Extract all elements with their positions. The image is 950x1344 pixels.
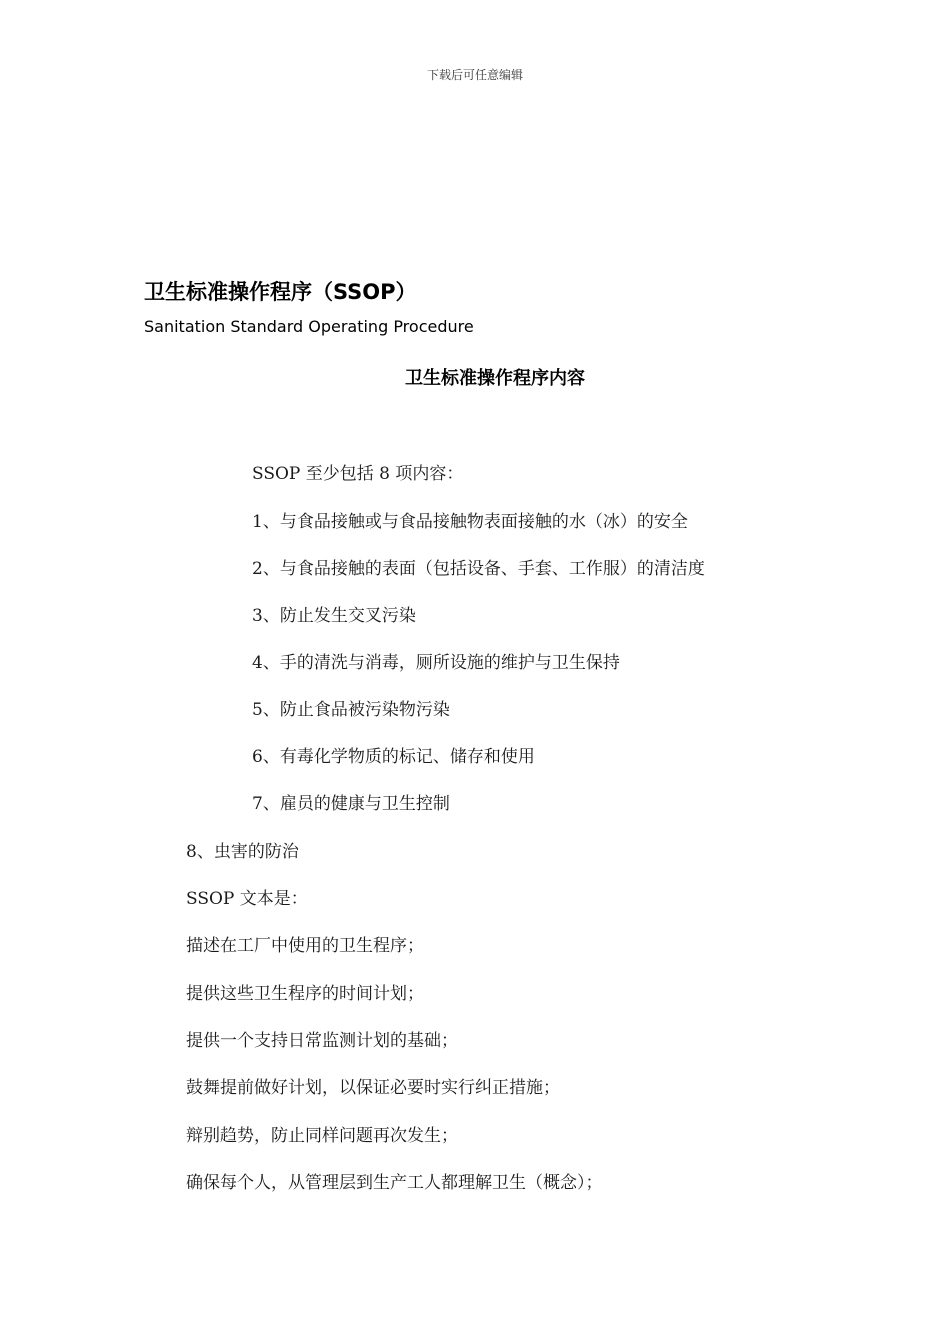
document-title: 卫生标准操作程序（SSOP） [144,280,417,304]
content-item: 6、有毒化学物质的标记、储存和使用 [252,747,535,767]
content-item: 5、防止食品被污染物污染 [252,700,450,720]
text-point: 辩别趋势，防止同样问题再次发生； [186,1126,458,1146]
text-point: 描述在工厂中使用的卫生程序； [186,936,424,956]
intro-line: SSOP 至少包括 8 项内容： [252,464,464,484]
content-item: 8、虫害的防治 [186,842,299,862]
page-header-note: 下载后可任意编辑 [426,68,523,82]
section-heading: 卫生标准操作程序内容 [405,368,585,389]
text-point: 提供这些卫生程序的时间计划； [186,984,424,1004]
content-item: 2、与食品接触的表面（包括设备、手套、工作服）的清洁度 [252,559,705,579]
content-item: 1、与食品接触或与食品接触物表面接触的水（冰）的安全 [252,512,688,532]
text-point: 提供一个支持日常监测计划的基础； [186,1031,458,1051]
text-intro-line: SSOP 文本是： [186,889,308,909]
document-subtitle: Sanitation Standard Operating Procedure [144,317,474,336]
text-point: 鼓舞提前做好计划，以保证必要时实行纠正措施； [186,1078,560,1098]
content-item: 7、雇员的健康与卫生控制 [252,794,450,814]
content-item: 4、手的清洗与消毒，厕所设施的维护与卫生保持 [252,653,620,673]
content-item: 3、防止发生交叉污染 [252,606,416,626]
text-point: 确保每个人，从管理层到生产工人都理解卫生（概念）； [186,1173,603,1193]
